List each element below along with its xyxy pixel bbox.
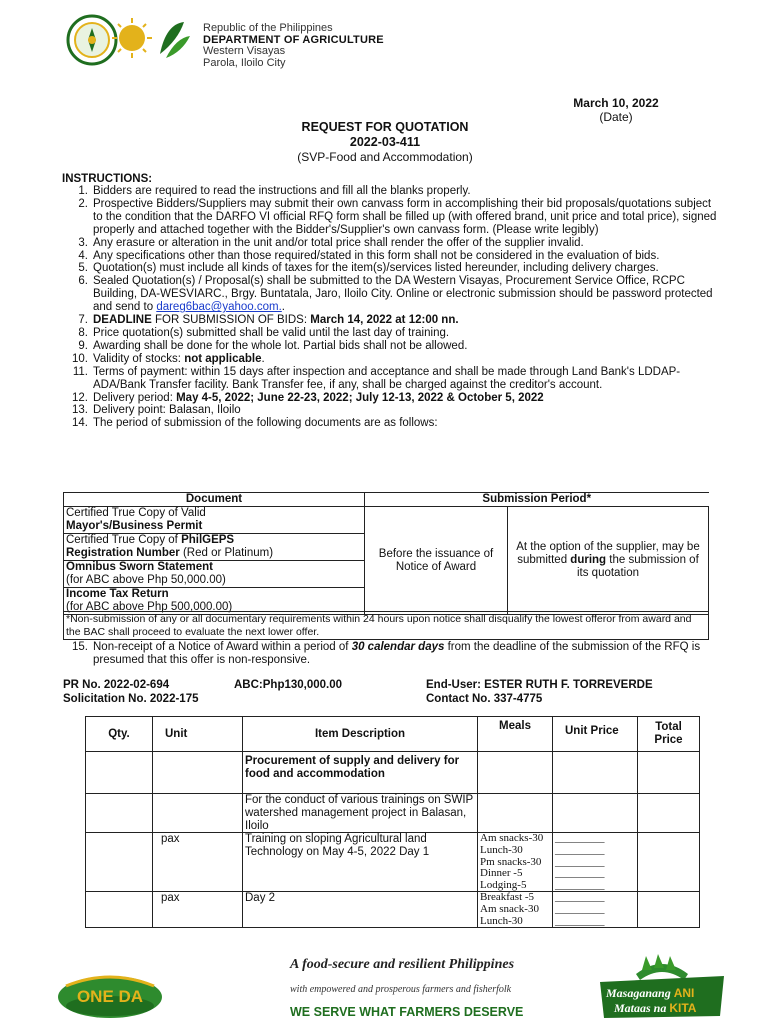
day1-description: Training on sloping Agricultural land Technology on May 4-5, 2022 Day 1 — [243, 833, 478, 892]
doc-itr-title: Income Tax Return — [66, 588, 169, 600]
instruction-15-days: 30 calendar days — [351, 641, 445, 653]
doc-omnibus-title: Omnibus Sworn Statement — [66, 561, 213, 573]
doc-col-header: Document — [64, 493, 365, 507]
period-option-during: during — [570, 554, 607, 566]
doc-omnibus-note: (for ABC above Php 50,000.00) — [66, 574, 226, 586]
instruction-item — [62, 185, 722, 198]
footer-tagline: with empowered and prosperous farmers and fisherfolk — [290, 984, 512, 995]
instruction-segment: Delivery point: Balasan, Iloilo — [93, 404, 241, 417]
proc-unit — [153, 752, 243, 794]
date-label: (Date) — [599, 110, 633, 124]
instruction-segment: Any erasure or alteration in the unit and/or total price shall render the offer of the supplier invalid. — [93, 236, 584, 249]
instruction-item — [62, 250, 722, 263]
instruction-number: 4. — [78, 249, 88, 262]
instruction-number: 9. — [78, 339, 88, 352]
date-value: March 10, 2022 — [573, 96, 659, 110]
day2-unit-price — [553, 892, 638, 928]
period-before-award: Before the issuance of Notice of Award — [365, 507, 508, 615]
instruction-item — [62, 404, 722, 417]
doc-philgeps-bold: PhilGEPS — [181, 534, 235, 546]
instruction-segment: not applicable — [184, 352, 262, 365]
meals-header: Meals — [478, 717, 553, 752]
meal-line: Dinner -5 — [480, 867, 523, 880]
instruction-item — [62, 237, 722, 250]
instruction-text — [93, 198, 722, 237]
instruction-item — [62, 327, 722, 340]
purpose-unit-price — [553, 794, 638, 833]
price-blank[interactable]: _________ — [555, 878, 605, 891]
day2-qty — [86, 892, 153, 928]
instruction-item — [62, 275, 722, 314]
instruction-item — [62, 417, 722, 430]
meal-line: Lunch-30 — [480, 914, 523, 927]
meal-line: Pm snacks-30 — [480, 855, 542, 868]
instruction-item — [62, 392, 722, 405]
instruction-segment: DEADLINE — [93, 314, 152, 327]
purpose-qty — [86, 794, 153, 833]
proc-meals — [478, 752, 553, 794]
meal-line: Lunch-30 — [480, 843, 523, 856]
svg-text:ONE DA: ONE DA — [76, 987, 144, 1006]
doc-permit-line1: Certified True Copy of Valid — [66, 507, 206, 519]
instruction-15-text2: from the deadline of the submission of the RFQ is presumed that this offer is non-responsive. — [93, 641, 701, 666]
instruction-15-text1: Non-receipt of a Notice of Award within a period of — [93, 641, 352, 653]
doc-registration-text: (Red or Platinum) — [179, 547, 274, 559]
day1-unit-price — [553, 833, 638, 892]
instruction-segment: Prospective Bidders/Suppliers may submit their own canvass form in accomplishing their bid proposals/quotations subject to the condition that the DARFO VI official RFQ form shall be filled up (with offered brand, unit price and total price), signed properly and attached together with the Bidder's/Supplier's own canvass form. (Please write legibly) — [93, 197, 717, 236]
meal-line: Am snacks-30 — [480, 832, 544, 845]
email-link[interactable]: dareg6bac@yahoo.com. — [156, 301, 282, 314]
footer-slogan: A food-secure and resilient Philippines — [290, 957, 515, 972]
doc-row-omnibus — [64, 561, 365, 588]
day1-unit: pax — [153, 833, 243, 892]
instruction-text — [93, 262, 722, 275]
price-blank[interactable]: _________ — [555, 855, 605, 868]
abc-amount: ABC:Php130,000.00 — [234, 679, 343, 691]
instruction-segment: Bidders are required to read the instructions and fill all the blanks properly. — [93, 185, 471, 197]
price-blank[interactable]: _________ — [555, 891, 605, 904]
instruction-15-number: 15. — [72, 641, 88, 653]
instruction-segment: Price quotation(s) submitted shall be valid until the last day of training. — [93, 326, 450, 339]
total-price-header: Total Price — [638, 717, 700, 752]
documents-table — [63, 492, 709, 615]
doc-registration-bold: Registration Number — [66, 547, 180, 559]
instruction-number: 5. — [78, 262, 88, 275]
instruction-number: 1. — [78, 185, 88, 197]
instruction-item — [62, 340, 722, 353]
price-blank[interactable]: _________ — [555, 914, 605, 927]
period-option-text2: the submission of its quotation — [576, 554, 699, 579]
day2-meals — [478, 892, 553, 928]
end-user: End-User: ESTER RUTH F. TORREVERDE — [426, 679, 653, 691]
department-name: DEPARTMENT OF AGRICULTURE — [203, 33, 384, 46]
department-header — [203, 23, 384, 69]
department-seal-logo — [66, 14, 192, 66]
instruction-item — [62, 262, 722, 275]
purpose-unit — [153, 794, 243, 833]
description-header: Item Description — [243, 717, 478, 752]
price-blank[interactable]: _________ — [555, 843, 605, 856]
purpose-total — [638, 794, 700, 833]
instruction-text — [93, 366, 722, 392]
instruction-number: 10. — [72, 352, 88, 365]
unit-header: Unit — [153, 717, 243, 752]
instruction-number: 11. — [72, 365, 88, 378]
non-submission-note: *Non-submission of any or all documentary requirements within 24 hours upon notice shall disqualify the lowest offeror from award and the BAC shall proceed to evaluate the next lower offer. — [63, 611, 709, 640]
rfq-subtitle: (SVP-Food and Accommodation) — [297, 150, 473, 164]
instruction-number: 6. — [78, 275, 88, 288]
instruction-item — [62, 366, 722, 392]
instruction-text — [93, 392, 722, 405]
instruction-number: 13. — [72, 404, 88, 417]
instruction-segment: Validity of stocks: — [93, 352, 185, 365]
doc-row-philgeps — [64, 534, 365, 561]
instruction-text — [93, 185, 722, 198]
badge-masaganang: Masaganang — [606, 986, 671, 1000]
procurement-purpose: For the conduct of various trainings on SWIP watershed management project in Balasan, Iloilo — [243, 794, 478, 833]
badge-ani: ANI — [673, 986, 695, 1000]
instruction-15 — [64, 641, 724, 667]
instruction-number: 2. — [78, 197, 88, 210]
instructions-heading: INSTRUCTIONS: — [62, 173, 153, 185]
price-blank[interactable]: _________ — [555, 832, 605, 845]
republic-text: Republic of the Philippines — [203, 22, 333, 34]
instruction-item — [62, 198, 722, 237]
instruction-text — [93, 237, 722, 250]
items-table — [85, 716, 700, 928]
instruction-text — [93, 404, 722, 417]
rfq-number: 2022-03-411 — [349, 135, 421, 149]
instruction-item — [62, 353, 722, 366]
instruction-segment: May 4-5, 2022; June 22-23, 2022; July 12-13, 2022 & October 5, 2022 — [176, 391, 544, 404]
doc-permit-line2: Mayor's/Business Permit — [66, 520, 203, 532]
instruction-segment: Delivery period: — [93, 391, 177, 404]
instruction-text — [93, 340, 722, 353]
day1-meals — [478, 833, 553, 892]
day2-description: Day 2 — [243, 892, 478, 928]
masaganang-ani-badge — [596, 954, 728, 1020]
instruction-segment: . — [261, 352, 265, 365]
instruction-text — [93, 417, 722, 430]
one-da-logo — [56, 974, 164, 1020]
meal-line: Breakfast -5 — [480, 891, 535, 904]
instruction-number: 12. — [72, 391, 88, 404]
footer-motto: WE SERVE WHAT FARMERS DESERVE — [290, 1005, 524, 1019]
instruction-segment: Terms of payment: within 15 days after inspection and acceptance and shall be made through Land Bank's LDDAP-ADA/Bank Transfer facility. Bank Transfer fee, if any, shall be charged against the creditor's account. — [93, 365, 681, 391]
pr-number: PR No. 2022-02-694 — [63, 679, 170, 691]
instruction-text — [93, 353, 722, 366]
badge-mataas-na: Mataas na — [614, 1001, 667, 1015]
unit-price-header: Unit Price — [553, 717, 638, 752]
purpose-meals — [478, 794, 553, 833]
period-option — [508, 507, 709, 615]
day1-total — [638, 833, 700, 892]
instruction-text — [93, 275, 722, 314]
instruction-segment: Any specifications other than those required/stated in this form shall not be considered in the evaluation of bids. — [93, 249, 660, 262]
instruction-item — [62, 314, 722, 327]
instruction-number: 14. — [72, 417, 88, 430]
proc-qty — [86, 752, 153, 794]
instruction-segment: March 14, 2022 at 12:00 nn. — [310, 314, 459, 327]
document-title: REQUEST FOR QUOTATION — [301, 120, 469, 134]
proc-unit-price — [553, 752, 638, 794]
day2-unit: pax — [153, 892, 243, 928]
day1-qty — [86, 833, 153, 892]
instruction-segment: Quotation(s) must include all kinds of taxes for the item(s)/services listed hereunder, including delivery charges. — [93, 262, 659, 275]
instruction-segment: FOR SUBMISSION OF BIDS: — [151, 314, 311, 327]
instruction-number: 7. — [78, 314, 88, 327]
instruction-text — [93, 314, 722, 327]
badge-kita: KITA — [669, 1001, 697, 1015]
price-blank[interactable]: _________ — [555, 867, 605, 880]
instruction-segment: . — [281, 301, 285, 314]
instruction-segment: Sealed Quotation(s) / Proposal(s) shall be submitted to the DA Western Visayas, Procurement Service Office, RCPC Building, DA-WESVIARC., Brgy. Buntatala, Jaro, Iloilo City. Online or electronic submission should be password protected and send to — [93, 275, 713, 314]
proc-total — [638, 752, 700, 794]
meal-line: Am snack-30 — [480, 902, 539, 915]
period-option-text1: At the option of the supplier, may be submitted — [516, 541, 700, 566]
qty-header: Qty. — [86, 717, 153, 752]
solicitation-number: Solicitation No. 2022-175 — [63, 693, 199, 705]
instructions-list — [62, 185, 722, 430]
address-text: Parola, Iloilo City — [203, 56, 286, 69]
doc-philgeps-text: Certified True Copy of — [66, 534, 182, 546]
instruction-number: 8. — [78, 326, 88, 339]
procurement-title: Procurement of supply and delivery for food and accommodation — [243, 752, 478, 794]
contact-number: Contact No. 337-4775 — [426, 693, 543, 705]
day2-total — [638, 892, 700, 928]
doc-row-permit — [64, 507, 365, 534]
instruction-number: 3. — [78, 236, 88, 249]
instruction-segment: Awarding shall be done for the whole lot. Partial bids shall not be allowed. — [93, 339, 468, 352]
period-col-header: Submission Period* — [365, 493, 709, 507]
instruction-text — [93, 327, 722, 340]
region-text: Western Visayas — [203, 45, 286, 57]
doc-itr-note: (for ABC above Php 500,000.00) — [66, 601, 233, 613]
price-blank[interactable]: _________ — [555, 902, 605, 915]
instruction-text — [93, 250, 722, 263]
meal-line: Lodging-5 — [480, 878, 527, 891]
instruction-segment: The period of submission of the following documents are as follows: — [93, 417, 438, 430]
